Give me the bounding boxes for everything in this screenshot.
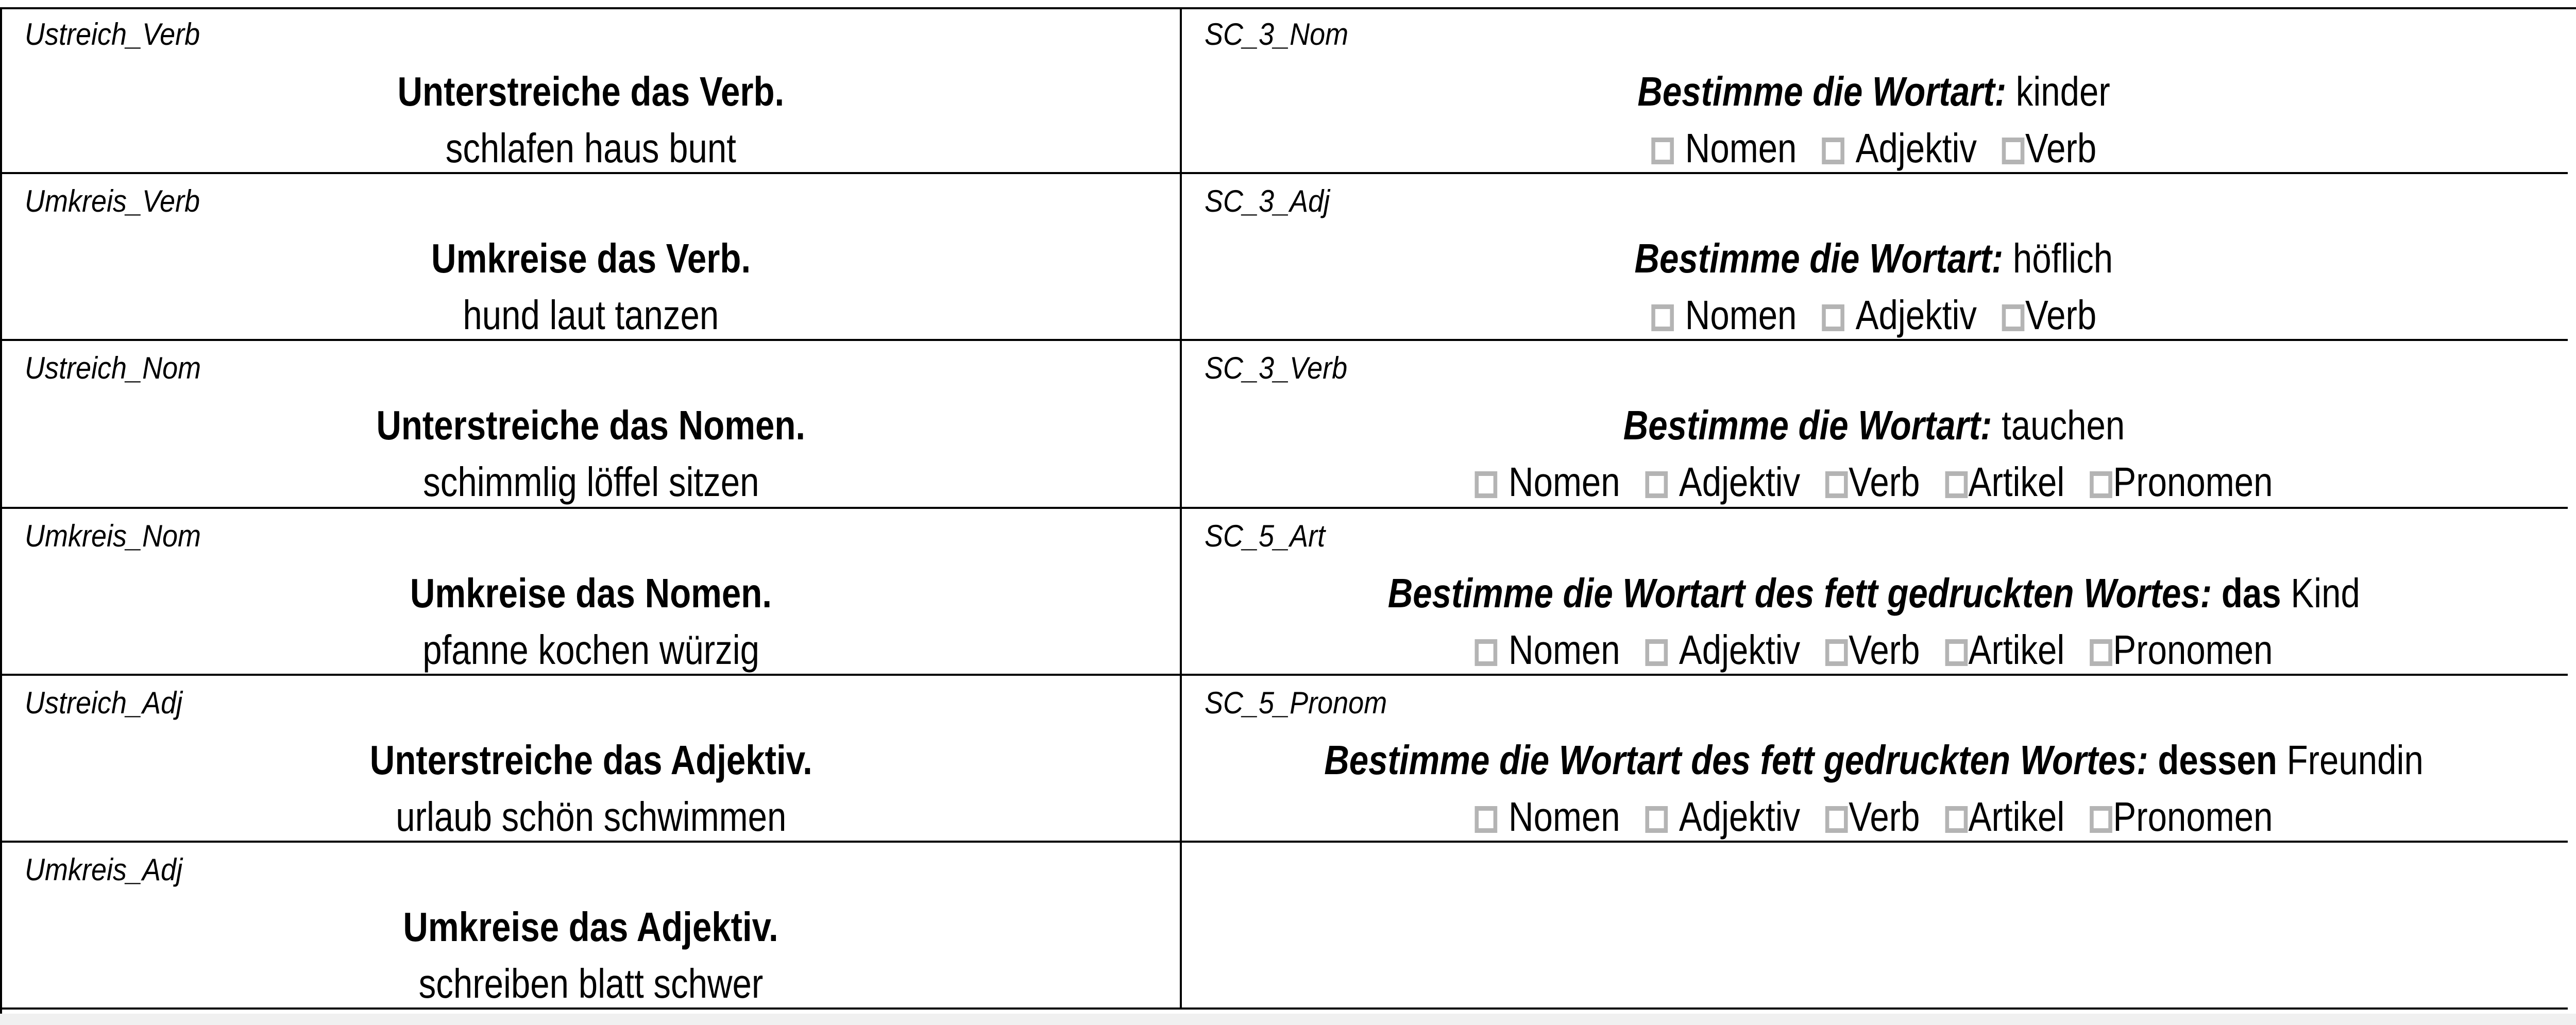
exercise-words: hund laut tanzen	[463, 292, 719, 338]
option-label: Adjektiv	[1679, 459, 1801, 505]
option-label: Artikel	[1968, 794, 2065, 840]
question-code: SC_3_Verb	[1205, 351, 1348, 385]
checkbox[interactable]	[1645, 806, 1668, 833]
answer-option[interactable]	[2002, 291, 2096, 340]
answer-options	[1182, 291, 2566, 340]
question-line	[1182, 401, 2566, 450]
answer-option[interactable]	[1645, 625, 1800, 675]
exercise-cell	[2, 9, 1180, 174]
exercise-words: schlafen haus bunt	[445, 125, 737, 171]
question-code: SC_5_Pronom	[1205, 686, 1387, 720]
option-label: Artikel	[1968, 459, 2065, 505]
option-label: Adjektiv	[1679, 627, 1801, 673]
option-label: Adjektiv	[1855, 292, 1977, 338]
answer-options	[1182, 792, 2566, 842]
target-word: Freundin	[2286, 737, 2424, 783]
answer-option[interactable]	[1475, 792, 1620, 842]
checkbox[interactable]	[2090, 471, 2112, 498]
option-label: Pronomen	[2113, 794, 2273, 840]
answer-option[interactable]	[1945, 792, 2064, 842]
answer-option[interactable]	[2002, 124, 2096, 173]
checkbox[interactable]	[1825, 806, 1848, 833]
option-label: Verb	[1849, 794, 1920, 840]
highlighted-word: dessen	[2158, 737, 2277, 783]
checkbox[interactable]	[1945, 806, 1968, 833]
checkbox[interactable]	[1945, 639, 1968, 666]
question-text: Bestimme die Wortart:	[1637, 69, 2007, 114]
exercise-instruction: Umkreise das Nomen.	[410, 570, 772, 616]
checkbox[interactable]	[1651, 138, 1674, 164]
word-type-question-cell	[1182, 176, 2566, 341]
checkbox[interactable]	[1475, 639, 1498, 666]
checkbox[interactable]	[2002, 138, 2024, 164]
exercise-cell	[2, 511, 1180, 676]
question-line	[1182, 569, 2566, 618]
checkbox[interactable]	[1475, 806, 1498, 833]
answer-options	[1182, 625, 2566, 675]
answer-option[interactable]	[1651, 124, 1797, 173]
answer-option[interactable]	[1825, 457, 1920, 507]
answer-option[interactable]	[1945, 625, 2064, 675]
question-line	[1182, 234, 2566, 283]
exercise-words: schimmlig löffel sitzen	[422, 459, 759, 505]
word-type-question-cell	[1182, 9, 2566, 174]
checkbox[interactable]	[1822, 138, 1844, 164]
exercise-words: schreiben blatt schwer	[418, 961, 764, 1006]
exercise-words: pfanne kochen würzig	[422, 627, 759, 673]
checkbox[interactable]	[2002, 304, 2024, 331]
answer-option[interactable]	[1645, 792, 1800, 842]
checkbox[interactable]	[1645, 639, 1668, 666]
answer-options	[1182, 124, 2566, 173]
word-type-question-cell	[1182, 678, 2566, 843]
option-label: Nomen	[1685, 292, 1797, 338]
checkbox[interactable]	[2090, 806, 2112, 833]
option-label: Pronomen	[2113, 627, 2273, 673]
target-word: Kind	[2291, 570, 2360, 616]
page-bottom-edge	[0, 1014, 2576, 1025]
checkbox[interactable]	[1825, 471, 1848, 498]
exercise-cell	[2, 343, 1180, 508]
exercise-words: urlaub schön schwimmen	[395, 794, 787, 840]
checkbox[interactable]	[1475, 471, 1498, 498]
question-code: SC_3_Nom	[1205, 17, 1349, 52]
answer-options	[1182, 457, 2566, 507]
option-label: Adjektiv	[1679, 794, 1801, 840]
checkbox[interactable]	[2090, 639, 2112, 666]
exercise-cell	[2, 845, 1180, 1010]
answer-option[interactable]	[1825, 792, 1920, 842]
exercise-code: Ustreich_Verb	[25, 17, 200, 52]
option-label: Nomen	[1509, 794, 1620, 840]
answer-option[interactable]	[2090, 792, 2273, 842]
option-label: Verb	[2025, 125, 2097, 171]
question-text: Bestimme die Wortart des fett gedruckten Wortes:	[1387, 570, 2212, 616]
exercise-code: Umkreis_Verb	[25, 184, 200, 218]
checkbox[interactable]	[1825, 639, 1848, 666]
target-word: kinder	[2015, 69, 2110, 114]
word-type-question-cell	[1182, 511, 2566, 676]
exercise-cell	[2, 176, 1180, 341]
option-label: Verb	[1849, 459, 1920, 505]
exercise-cell	[2, 678, 1180, 843]
exercise-instruction: Umkreise das Verb.	[431, 235, 751, 281]
option-label: Verb	[2025, 292, 2097, 338]
option-label: Artikel	[1968, 627, 2065, 673]
answer-option[interactable]	[1651, 291, 1797, 340]
exercise-code: Ustreich_Nom	[25, 351, 201, 385]
answer-option[interactable]	[2090, 457, 2273, 507]
answer-option[interactable]	[1822, 291, 1977, 340]
exercise-instruction: Unterstreiche das Nomen.	[376, 402, 806, 448]
option-label: Nomen	[1509, 627, 1620, 673]
empty-cell	[1182, 845, 2566, 1010]
question-code: SC_5_Art	[1205, 519, 1326, 553]
answer-option[interactable]	[1825, 625, 1920, 675]
exercise-instruction: Umkreise das Adjektiv.	[403, 904, 779, 950]
target-word: tauchen	[2001, 402, 2125, 448]
word-type-question-cell	[1182, 343, 2566, 508]
option-label: Adjektiv	[1855, 125, 1977, 171]
option-label: Nomen	[1509, 459, 1620, 505]
answer-option[interactable]	[1822, 124, 1977, 173]
question-code: SC_3_Adj	[1205, 184, 1330, 218]
option-label: Verb	[1849, 627, 1920, 673]
question-line	[1182, 67, 2566, 116]
answer-option[interactable]	[2090, 625, 2273, 675]
exercise-code: Umkreis_Adj	[25, 852, 183, 887]
exercise-instruction: Unterstreiche das Adjektiv.	[369, 737, 812, 783]
answer-option[interactable]	[1475, 625, 1620, 675]
question-text: Bestimme die Wortart des fett gedruckten Wortes:	[1324, 737, 2148, 783]
exercise-instruction: Unterstreiche das Verb.	[397, 69, 785, 114]
question-line	[1182, 736, 2566, 785]
checkbox[interactable]	[1945, 471, 1968, 498]
answer-option[interactable]	[1645, 457, 1800, 507]
checkbox[interactable]	[1822, 304, 1844, 331]
question-text: Bestimme die Wortart:	[1623, 402, 1992, 448]
answer-option[interactable]	[1945, 457, 2064, 507]
option-label: Pronomen	[2113, 459, 2273, 505]
target-word: höflich	[2013, 235, 2113, 281]
checkbox[interactable]	[1651, 304, 1674, 331]
exercise-code: Umkreis_Nom	[25, 519, 201, 553]
answer-option[interactable]	[1475, 457, 1620, 507]
exercise-code: Ustreich_Adj	[25, 686, 183, 720]
question-text: Bestimme die Wortart:	[1634, 235, 2004, 281]
checkbox[interactable]	[1645, 471, 1668, 498]
highlighted-word: das	[2221, 570, 2281, 616]
option-label: Nomen	[1685, 125, 1797, 171]
